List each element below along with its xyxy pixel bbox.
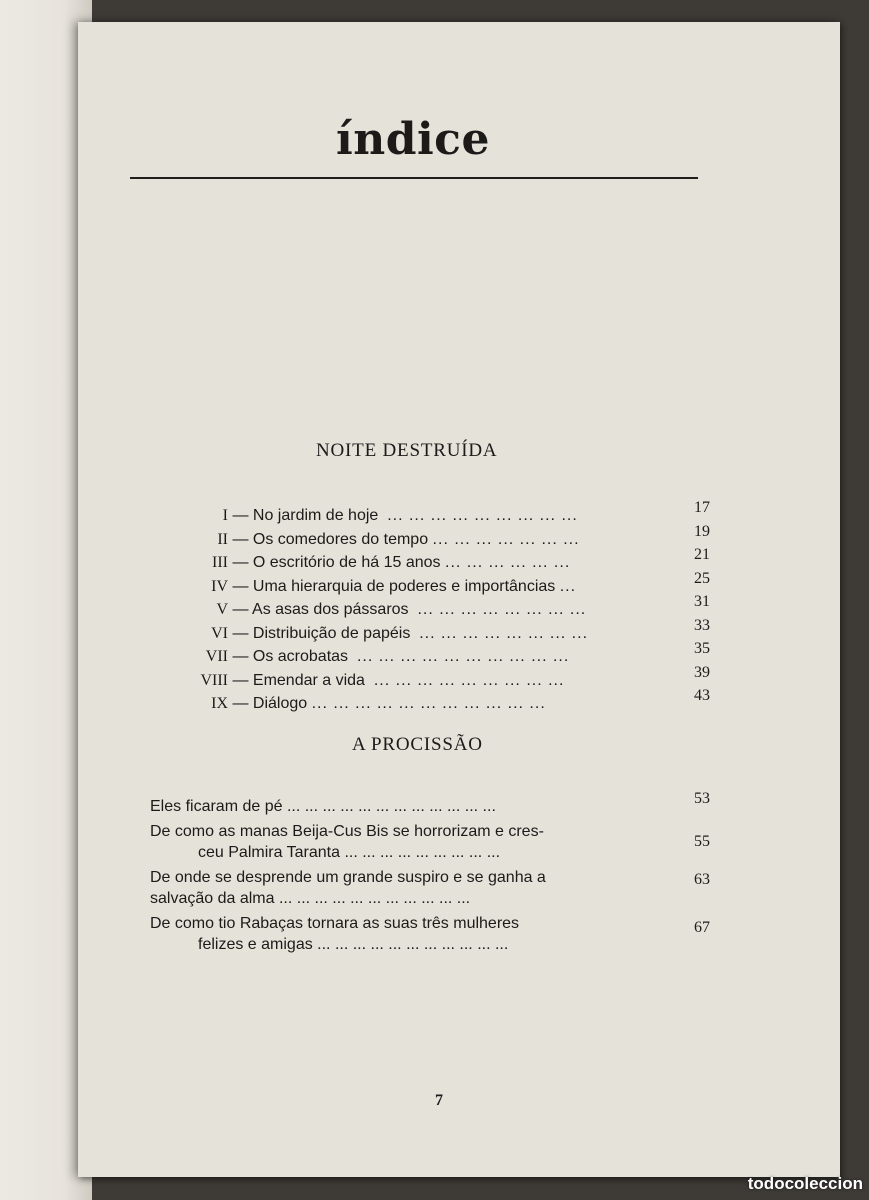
toc-page-number: 39 — [694, 663, 710, 681]
toc-entry: IX — Diálogo ... ... ... ... ... ... ... ... ... ... ... 43 — [211, 687, 710, 712]
toc-entry: De como tio Rabaças tornara as suas três mulheres felizes e amigas ... ... ... ... ... ... ... ... ... ... ... 67 — [150, 915, 710, 953]
toc-entry: IV — Uma hierarquia de poderes e importâncias ... 25 — [211, 569, 710, 595]
toc-page-number: 55 — [694, 833, 710, 850]
toc-entry: VIII — Emendar a vida ... ... ... ... ... ... ... ... ... 39 — [200, 663, 710, 689]
toc-entry: Eles ficaram de pé ... ... ... ... ... ... ... ... ... ... ... ... 53 — [150, 790, 710, 815]
toc-page-number: 21 — [694, 546, 710, 563]
toc-page-number: 33 — [694, 616, 710, 634]
toc-page-number: 63 — [694, 871, 710, 888]
section-heading-noite-destruida: NOITE DESTRUÍDA — [316, 440, 498, 461]
toc-entry: II — Os comedores do tempo ... ... ... ... ... ... ... 19 — [217, 522, 710, 548]
toc-page-number: 25 — [694, 569, 710, 587]
title-rule — [130, 177, 698, 179]
toc-entry: VI — Distribuição de papéis ... ... ... ... ... ... ... ... 33 — [211, 616, 710, 642]
toc-page-number: 43 — [694, 687, 710, 704]
book-page — [78, 22, 840, 1177]
toc-page-number: 17 — [694, 499, 710, 516]
toc-entry: III — O escritório de há 15 anos ... ... ... ... ... ... 21 — [212, 546, 710, 571]
toc-page-number: 35 — [694, 640, 710, 657]
section-heading-a-procissao: A PROCISSÃO — [352, 734, 483, 755]
page-title: índice — [336, 114, 490, 165]
toc-entry: De onde se desprende um grande suspiro e se ganha a salvação da alma ... ... ... ... ... ... ... ... ... ... ... 63 — [150, 869, 710, 907]
toc-page-number: 67 — [694, 919, 710, 936]
toc-entry: V — As asas dos pássaros ... ... ... ... ... ... ... ... 31 — [216, 593, 710, 618]
toc-entry: VII — Os acrobatas ... ... ... ... ... ... ... ... ... ... 35 — [205, 640, 710, 665]
page-number: 7 — [435, 1092, 443, 1109]
toc-entry: De como as manas Beija-Cus Bis se horrorizam e cres- ceu Palmira Taranta ... ... ... ... ... ... ... ... ... 55 — [150, 823, 710, 861]
toc-page-number: 19 — [694, 522, 710, 540]
toc-entry: I — No jardim de hoje ... ... ... ... ... ... ... ... ... 17 — [222, 499, 710, 524]
toc-list-noite-destruida — [150, 499, 710, 719]
toc-page-number: 31 — [694, 593, 710, 610]
toc-list-a-procissao — [150, 790, 710, 961]
watermark-logo: todocoleccion — [747, 1174, 863, 1193]
toc-page-number: 53 — [694, 790, 710, 807]
